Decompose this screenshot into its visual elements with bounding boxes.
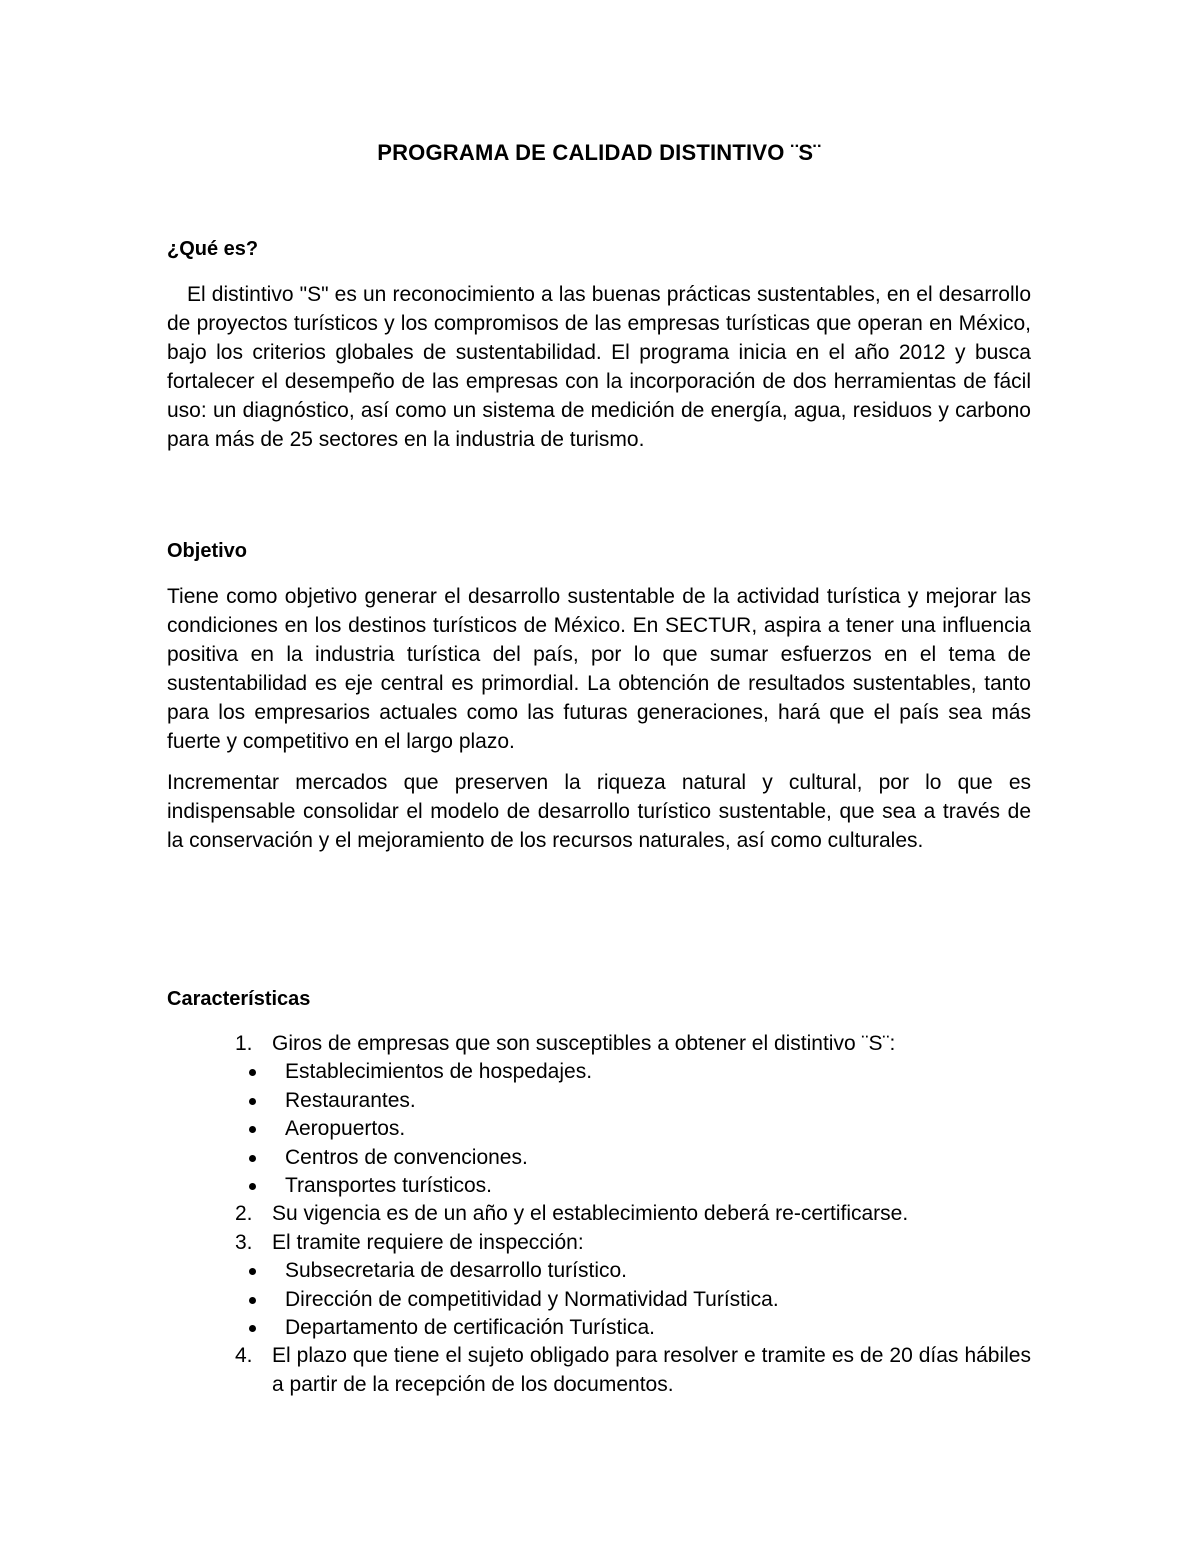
bullet-icon [249,1098,256,1105]
paragraph-objetivo-2: Incrementar mercados que preserven la riqueza natural y cultural, por lo que es indispensable consolidar el modelo de desarrollo turístico sustentable, que sea a través de la conservación y el mejoramiento de los recursos naturales, así como culturales. [167,771,1031,852]
heading-objetivo: Objetivo [167,540,248,562]
list-item [167,1229,1031,1257]
bullet-text: Departamento de certificación Turística. [285,1316,656,1340]
document-title: PROGRAMA DE CALIDAD DISTINTIVO ¨S¨ [377,140,821,165]
bullet-text: Subsecretaria de desarrollo turístico. [285,1259,627,1283]
paragraph-que-es: El distintivo "S" es un reconocimiento a las buenas prácticas sustentables, en el desarrollo de proyectos turísticos y los compromisos de las empresas turísticas que operan en México, bajo los criterios globales de sustentabilidad. El programa inicia en el año 2012 y busca fortalecer el desempeño de las empresas con la incorporación de dos herramientas de fácil uso: un diagnóstico, así como un sistema de medición de energía, agua, residuos y carbono para más de 25 sectores en la industria de turismo. [167,283,1031,451]
bullet-icon [249,1183,256,1190]
bullet-text: Centros de convenciones. [285,1145,528,1169]
bullet-item [167,1286,1031,1314]
paragraph-objetivo-1: Tiene como objetivo generar el desarrollo sustentable de la actividad turística y mejorar las condiciones en los destinos turísticos de México. En SECTUR, aspira a tener una influencia positiva en la industria turística del país, por lo que sumar esfuerzos en el tema de sustentabilidad es eje central es primordial. La obtención de resultados sustentables, tanto para los empresarios actuales como las futuras generaciones, hará que el país sea más fuerte y competitivo en el largo plazo. [167,585,1031,753]
bullet-item [167,1144,1031,1172]
bullet-item [167,1257,1031,1285]
list-item [167,1030,1031,1058]
list-item-text: Su vigencia es de un año y el establecimiento deberá re-certificarse. [272,1202,909,1226]
heading-caracteristicas: Características [167,988,311,1010]
list-item-text: Giros de empresas que son susceptibles a obtener el distintivo ¨S¨: [272,1032,896,1055]
bullet-item [167,1058,1031,1086]
list-item-number: 3. [235,1230,253,1254]
bullet-item [167,1087,1031,1115]
bullet-item [167,1115,1031,1143]
bullet-item [167,1314,1031,1342]
bullet-item [167,1172,1031,1200]
bullet-text: Transportes turísticos. [285,1174,492,1198]
bullet-text: Aeropuertos. [285,1117,406,1141]
bullet-icon [249,1126,256,1133]
list-item-number: 1. [235,1032,253,1055]
list-item [167,1200,1031,1228]
bullet-text: Establecimientos de hospedajes. [285,1060,593,1084]
bullet-icon [249,1297,256,1304]
bullet-text: Dirección de competitividad y Normatividad Turística. [285,1287,779,1311]
heading-que-es: ¿Qué es? [167,238,259,260]
list-item-number: 2. [235,1202,253,1226]
bullet-text: Restaurantes. [285,1088,416,1112]
list-item [167,1342,1031,1399]
list-item-text: El plazo que tiene el sujeto obligado para resolver e tramite es de 20 días hábiles a partir de la recepción de los documentos. [272,1344,1031,1396]
list-item-number: 4. [235,1344,253,1368]
bullet-icon [249,1069,256,1076]
list-item-text: El tramite requiere de inspección: [272,1230,584,1254]
bullet-icon [249,1268,256,1275]
caracteristicas-list [167,1030,1031,1399]
bullet-icon [249,1325,256,1332]
bullet-icon [249,1155,256,1162]
